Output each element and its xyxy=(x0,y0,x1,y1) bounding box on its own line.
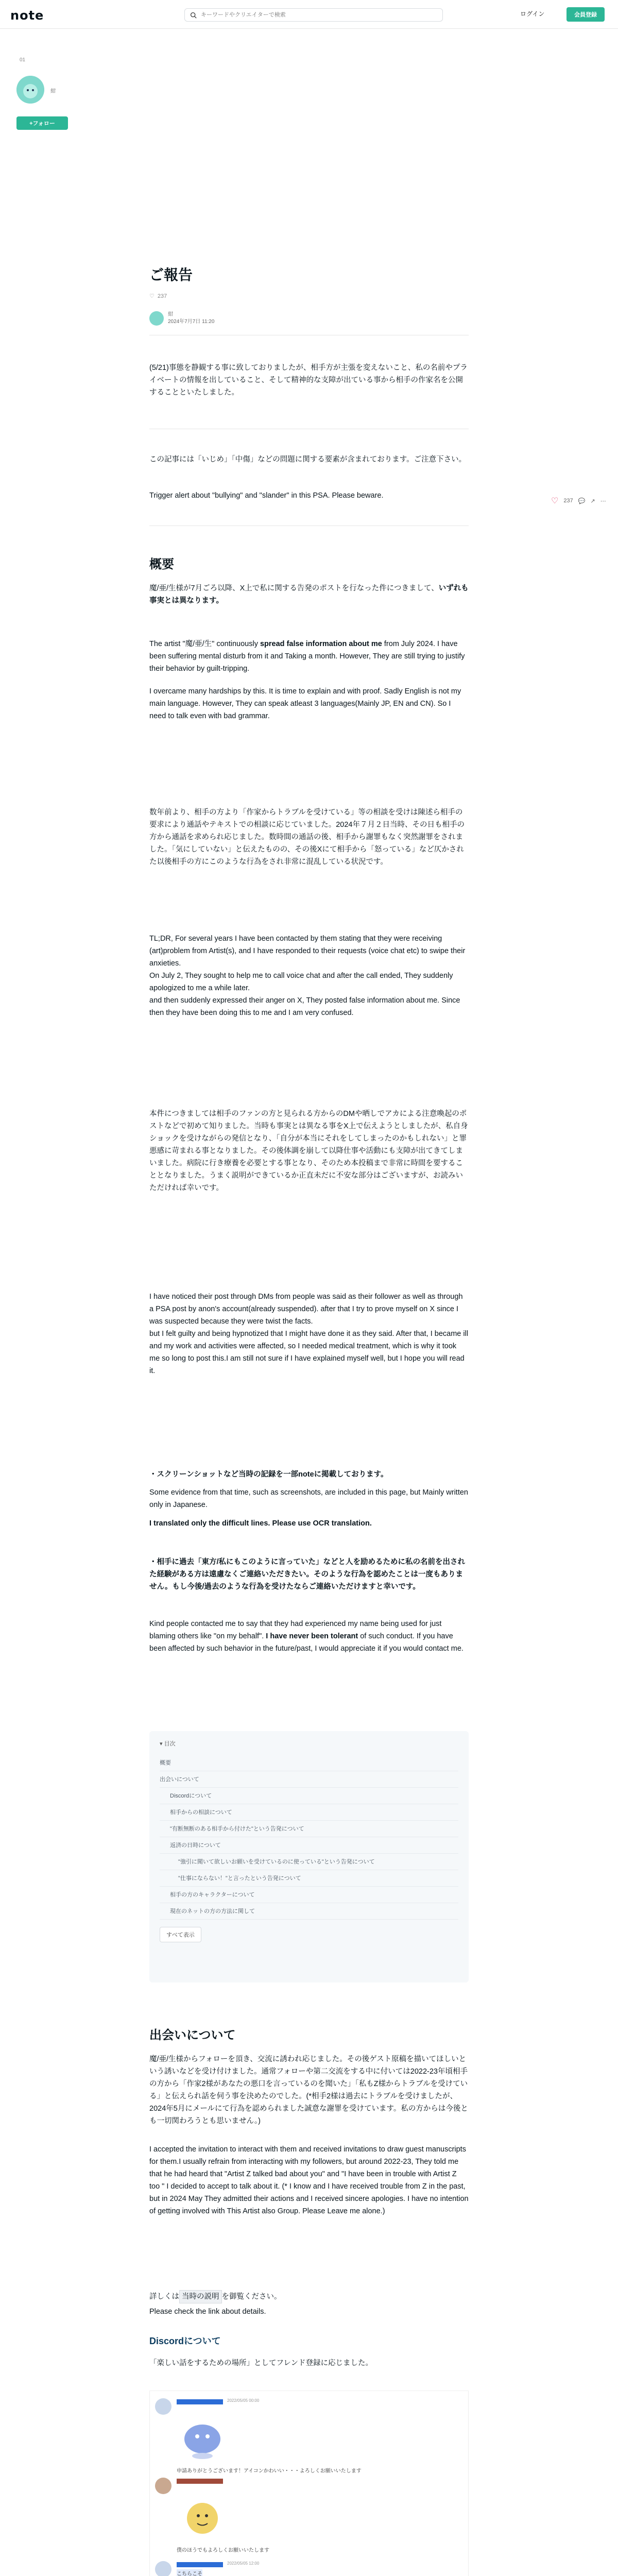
screenshot-note-jp: ・スクリーンショットなど当時の記録を一部noteに掲載しております。 xyxy=(149,1470,388,1479)
toc-item[interactable]: Discordについて xyxy=(160,1788,458,1804)
toc-item[interactable]: "強引に聞いて欲しいお願いを受けているのに使っている"という告発について xyxy=(160,1854,458,1870)
toc-show-all-button[interactable]: すべて表示 xyxy=(160,1927,201,1942)
redacted-name xyxy=(177,2479,223,2484)
like-row[interactable] xyxy=(149,293,167,299)
warning-jp: この記事には「いじめ」「中傷」などの問題に関する要素が含まれております。ご注意下さい。 xyxy=(149,455,467,464)
message-text: こちらこそ xyxy=(177,2569,202,2576)
floating-action-bar xyxy=(551,496,606,506)
screenshot-note-en: Some evidence from that time, such as screenshots, are included in this page, but Mainly written only in Japanese. xyxy=(149,1488,468,1509)
author-avatar[interactable] xyxy=(149,311,164,326)
message-time: 2022/05/05 12:00 xyxy=(227,2561,260,2566)
sidebar-avatar[interactable] xyxy=(16,76,44,104)
author-row xyxy=(149,311,214,326)
section-heading-meeting: 出会いについて xyxy=(149,2028,236,2042)
discord-text: 「楽しい話をするための場所」としてフレンド登録に応じました。 xyxy=(149,2359,373,2367)
floating-like-count: 237 xyxy=(563,498,573,504)
avatar-illustration-icon xyxy=(16,76,44,104)
sticker-icon xyxy=(177,2411,228,2462)
intro-paragraph: (5/21)事態を静観する事に致しておりましたが、相手方が主張を変えないこと、私の名前やプライベートの情報を出していること、そして精神的な支障が出ている事から相手の作家名を公開することといたしました。 xyxy=(149,364,468,397)
share-icon[interactable]: ↗ xyxy=(590,498,595,504)
summary-en-4: I have noticed their post through DMs from people was said as their follower as well as through a PSA post by anon's account(already suspended). after that I try to prove myself on X since I was suspected because they were twist the facts. but I felt guilty and being hypnotized that I might have done it as they said. After that, I became ill and my work and activities were affected, so I needed medical treatment, which is why it took me so long to post this.I am still not sure if I have explained myself well, but I hope you will read it. xyxy=(149,1293,469,1375)
message-text: 僕のほうでもよろしくお願いいたします xyxy=(177,2548,269,2553)
like-count: 237 xyxy=(157,293,167,299)
note-logo[interactable]: note xyxy=(10,8,44,23)
summary-jp-3: 数年前より、相手の方より「作家からトラブルを受けている」等の相談を受けは陳述ら相手の要求により通話やテキストでの相談に応じていました。2024年７月２日当時、その日も相手の方から通話を求められ応じました。数時間の通話の後、相手から謝罪もなく突然謝罪をされました。「気にしていない」と伝えたものの、その後Xにて相手から「怒っている」など仄かされた以後相手の方にこのような行為をされ非常に混乱している状況です。 xyxy=(149,808,465,866)
page-title: ご報告 xyxy=(149,267,193,283)
sidebar-id: 01 xyxy=(20,57,26,63)
toc-item[interactable]: 相手からの相談について xyxy=(160,1804,458,1821)
comment-icon[interactable]: 💬 xyxy=(578,498,586,504)
avatar xyxy=(155,2561,171,2576)
avatar xyxy=(155,2398,171,2415)
redacted-name xyxy=(177,2562,223,2567)
summary-en-1: The artist "魔/亜/生" continuously spread false information about me from July 2024. I have been suffering mental disturb from it and Taking a month. However, They are still trying to justify their behavior by guilt-tripping. xyxy=(149,640,465,673)
signup-button[interactable]: 会員登録 xyxy=(566,7,605,22)
post-date: 2024年7月7日 11:20 xyxy=(168,319,215,325)
search-box[interactable] xyxy=(184,8,443,22)
toc-heading[interactable]: ▾ 目次 xyxy=(160,1741,176,1747)
redacted-name xyxy=(177,2399,223,2404)
toc-item[interactable]: 出会いについて xyxy=(160,1771,458,1788)
details-link[interactable]: 当時の説明 xyxy=(179,2290,222,2303)
toc-item[interactable]: 相手の方のキャラクターについて xyxy=(160,1887,458,1903)
summary-jp-4: 本件につきましては相手のファンの方と見られる方からのDMや晒しでアカによる注意喚起のポストなどで初めて知りました。当時も事実とは異なる事をX上で伝えようとしましたが、私自身ショックを受けながらの発信となり、「自分が本当にそれをしてしまったのかもしれない」と罪悪感に苛まれる事となりました。その後体調を崩して以降仕事や活動にも支障が出てきてしまいました。病院に行き療養を必要とする事となり、そのため本投稿まで非常に時間を要することとなりました。うまく説明ができているか正直未だに不安な部分はございますが、お読みいただければ幸いです。 xyxy=(149,1110,468,1192)
author-name[interactable]: 紺 xyxy=(168,312,173,317)
more-icon[interactable]: ⋯ xyxy=(600,498,606,504)
meeting-en: I accepted the invitation to interact with them and received invitations to draw guest manuscripts for them.I usually refrain from interacting with my followers, but around 2022-23, They told me that he had heard that "Artist Z talked bad about you" and "I have been in trouble with Artist Z too " I decided to accept to talk about it. (* I know and I have received trouble from Z in the past, but in 2024 May They admitted their actions and I received sincere apologies. I have no intention of getting involved with This Artist also Group. Please Leave me alone.) xyxy=(149,2145,469,2215)
sticker-icon xyxy=(177,2490,228,2541)
follow-button[interactable]: +フォロー xyxy=(16,116,68,130)
toc-item[interactable]: 返済の日時について xyxy=(160,1837,458,1854)
message-text: 申請ありがとうございます！アイコンかわいい・・・よろしくお願いいたします xyxy=(177,2468,362,2474)
summary-en-2: I overcame many hardships by this. It is time to explain and with proof. Sadly English is not my main language. However, They can speak atleast 3 languages(Mainly JP, EN and CN). So I need to talk even with bad grammar. xyxy=(149,687,461,720)
toc-item[interactable]: 概要 xyxy=(160,1755,458,1771)
search-input[interactable] xyxy=(201,12,427,18)
meeting-details-jp: 詳しくは 当時の説明 を御覧ください。 xyxy=(149,2290,469,2303)
message-time: 2022/05/05 00:00 xyxy=(227,2398,260,2403)
past-jp: ・相手に過去「東方/私にもこのように言っていた」などと人を励めるために私の名前を出された経験がある方は遠慮なくご連絡いただきたい。そのような行為を認めたことは一度もありません。もし今後/過去のような行為を受けたならご連絡いただけますと幸いです。 xyxy=(149,1558,466,1591)
toc-item[interactable]: "仕事にならない！"と言ったという告発について xyxy=(160,1870,458,1887)
toc-item[interactable]: "有断無断のある相手から付けた"という告発について xyxy=(160,1821,458,1837)
heart-icon[interactable]: ♡ xyxy=(551,497,559,505)
heart-icon[interactable]: ♡ xyxy=(149,293,154,299)
search-icon xyxy=(190,12,197,19)
past-en: Kind people contacted me to say that they had experienced my name being used for just blaming others like "on my behalf". I have never been tolerant of such conduct. If you have been affected by such behavior in the future/past, I would appreciate it if you would contact me. xyxy=(149,1620,464,1653)
summary-jp: 魔/亜/生様が7月ごろ以降、X上で私に関する告発のポストを行なった件につきまして、いずれも事実とは異なります。 xyxy=(149,584,469,605)
warning-en: Trigger alert about "bullying" and "slander" in this PSA. Please beware. xyxy=(149,492,384,500)
meeting-details-en: Please check the link about details. xyxy=(149,2308,266,2316)
screenshot-note-en-bold: I translated only the difficult lines. Please use OCR translation. xyxy=(149,1519,372,1528)
discord-screenshot xyxy=(149,2391,469,2576)
section-heading-summary: 概要 xyxy=(149,557,174,571)
table-of-contents xyxy=(149,1731,469,1982)
sidebar-name[interactable]: 紺 xyxy=(50,89,56,94)
toc-item[interactable]: 現在のネットの方の方法に関して xyxy=(160,1903,458,1920)
avatar xyxy=(155,2478,171,2494)
login-link[interactable]: ログイン xyxy=(520,10,545,18)
summary-en-3: TL;DR, For several years I have been contacted by them stating that they were receiving (art)problem from Artist(s), and I have responded to their requests (voice chat etc) to swipe their anxieties. On July 2, They sought to help me to call voice chat and after the call ended, They suddenly apologized to me a while later. and then suddenly expressed their anger on X, They posted false information about me. Since then they have been doing this to me and I am very confused. xyxy=(149,935,466,1017)
section-heading-discord: Discordについて xyxy=(149,2336,221,2346)
top-header xyxy=(0,0,618,29)
meeting-jp: 魔/亜/生様からフォローを頂き、交流に誘われ応じました。その後ゲスト原稿を描いてほしいという誘いなどを受け付けました。通常フォローや第二交流をする中に付いては2022-23年頃相手の方から「作家2様があなたの悪口を言っているのを聞いた」「私もZ様からトラブルを受けている」と伝えられ話を伺う事を決めたのでした。(*相手2様は過去にトラブルを受けましたが、2024年5月にメールにて行為を認められました誠意な謝罪を受けています。私の方からは今後とも一切関わろうとも思いません。) xyxy=(149,2055,468,2125)
